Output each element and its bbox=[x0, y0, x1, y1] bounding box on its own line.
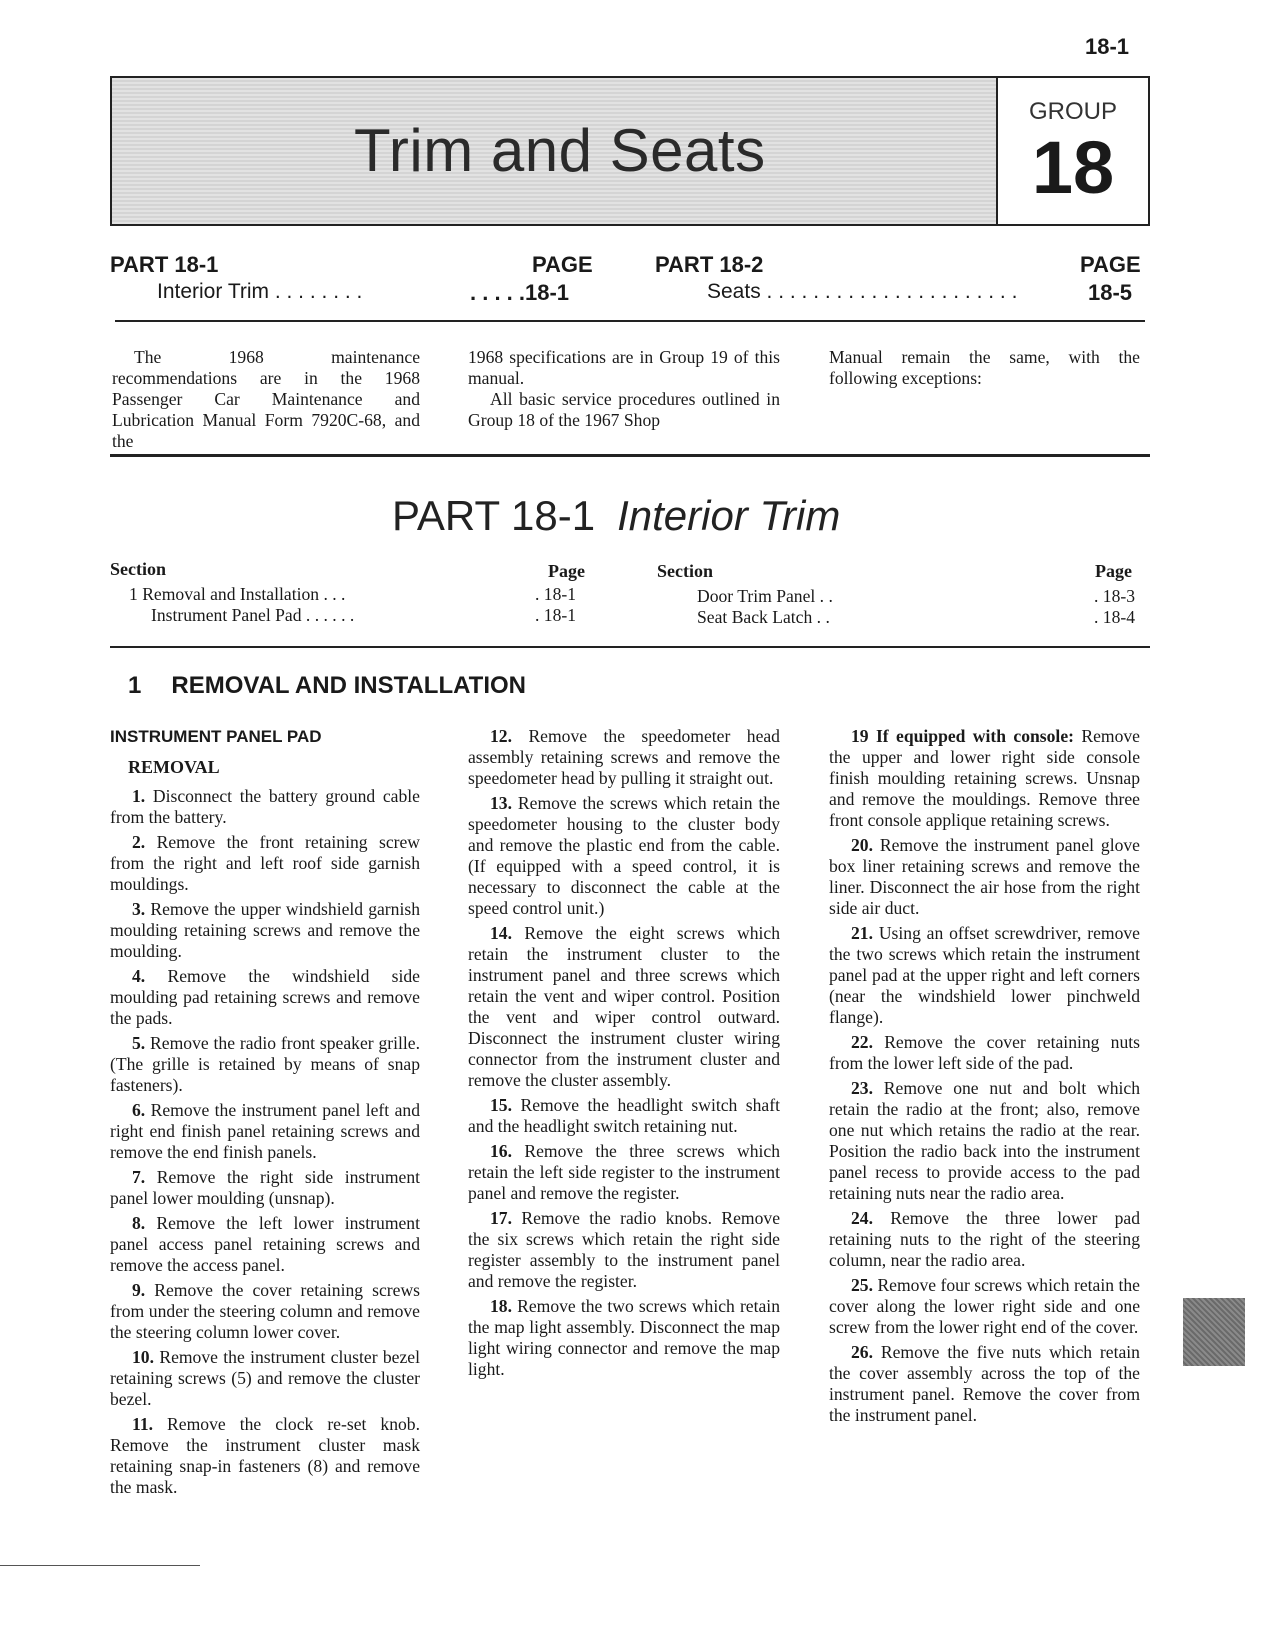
intro-paragraph: 1968 specifications are in Group 19 of this manual. bbox=[468, 347, 780, 388]
intro-paragraph: Manual remain the same, with the following exceptions: bbox=[829, 347, 1140, 388]
index-item-page: . 18-4 bbox=[1094, 607, 1136, 627]
thumb-index-tab bbox=[1183, 1298, 1245, 1366]
step-paragraph: 7. Remove the right side instrument panel lower moulding (unsnap). bbox=[110, 1167, 420, 1208]
step-paragraph: 9. Remove the cover retaining screws from under the steering column and remove the steering column lower cover. bbox=[110, 1280, 420, 1342]
toc-part-right: PART 18-2 bbox=[655, 252, 764, 277]
step-paragraph: 10. Remove the instrument cluster bezel retaining screws (5) and remove the cluster bezel. bbox=[110, 1347, 420, 1409]
intro-paragraph: All basic service procedures outlined in Group 18 of the 1967 Shop bbox=[468, 389, 780, 430]
step-paragraph: 13. Remove the screws which retain the speedometer housing to the cluster body and remove the plastic end from the cable. (If equipped with a speed control, it is necessary to disconnect the cable at the speed control unit.) bbox=[468, 793, 780, 918]
index-page-head-left: Page bbox=[548, 561, 585, 581]
intro-paragraph: The 1968 maintenance recommendations are in the 1968 Passenger Car Maintenance and Lubrication Manual Form 7920C-68, and the bbox=[112, 347, 420, 451]
part-heading bbox=[392, 492, 840, 540]
subsubsection-heading: REMOVAL bbox=[128, 757, 220, 777]
section-heading bbox=[128, 672, 526, 700]
index-section-head-left: Section bbox=[110, 559, 166, 579]
index-item: 1 Removal and Installation . . . bbox=[129, 584, 346, 604]
part-heading-prefix: PART 18-1 bbox=[392, 492, 596, 539]
step-paragraph: 18. Remove the two screws which retain the map light assembly. Disconnect the map light wiring connector and remove the map light. bbox=[468, 1296, 780, 1379]
part-heading-title: Interior Trim bbox=[617, 492, 841, 539]
step-paragraph: 23. Remove one nut and bolt which retain the radio at the front; also, remove one nut which retains the radio at the rear. Position the radio back into the instrument panel recess to provide access to the pad retaining nuts near the radio area. bbox=[829, 1078, 1141, 1203]
toc-item-right: Seats . . . . . . . . . . . . . . . . . . . . . . bbox=[707, 280, 1018, 303]
divider bbox=[110, 454, 1150, 457]
group-number: 18 bbox=[1031, 126, 1115, 209]
page-number: 18-1 bbox=[1085, 34, 1130, 59]
body-column-1 bbox=[110, 726, 420, 1502]
index-section-head-right: Section bbox=[657, 561, 713, 581]
step-paragraph: 1. Disconnect the battery ground cable from the battery. bbox=[110, 786, 420, 827]
group-title: Trim and Seats bbox=[354, 117, 766, 184]
step-paragraph: 8. Remove the left lower instrument panel access panel retaining screws and remove the access panel. bbox=[110, 1213, 420, 1275]
step-paragraph: 12. Remove the speedometer head assembly retaining screws and remove the speedometer head by pulling it straight out. bbox=[468, 726, 780, 788]
intro-col-2 bbox=[468, 347, 780, 431]
subsection-heading: INSTRUMENT PANEL PAD bbox=[110, 727, 322, 746]
step-paragraph: 24. Remove the three lower pad retaining nuts to the right of the steering column, near the radio area. bbox=[829, 1208, 1140, 1270]
group-banner bbox=[110, 76, 1150, 226]
divider bbox=[110, 646, 1150, 648]
toc-part-left: PART 18-1 bbox=[110, 252, 219, 277]
step-paragraph: 4. Remove the windshield side moulding pad retaining screws and remove the pads. bbox=[110, 966, 420, 1028]
toc-page-head-left: PAGE bbox=[532, 252, 593, 277]
group-box bbox=[996, 78, 1148, 224]
step-paragraph: 11. Remove the clock re-set knob. Remove the instrument cluster mask retaining snap-in fasteners (8) and remove the mask. bbox=[110, 1414, 420, 1497]
step-paragraph: 6. Remove the instrument panel left and right end finish panel retaining screws and remove the end finish panels. bbox=[110, 1100, 420, 1162]
toc-page-right: 18-5 bbox=[1088, 280, 1133, 305]
footer-rule bbox=[0, 1565, 200, 1566]
step-paragraph: 3. Remove the upper windshield garnish moulding retaining screws and remove the moulding. bbox=[110, 899, 420, 961]
body-column-2 bbox=[468, 726, 780, 1384]
toc-item-left: Interior Trim . . . . . . . . bbox=[157, 280, 363, 303]
toc-page-head-right: PAGE bbox=[1080, 252, 1141, 277]
step-paragraph: 2. Remove the front retaining screw from the right and left roof side garnish mouldings. bbox=[110, 832, 420, 894]
section-title: REMOVAL AND INSTALLATION bbox=[171, 672, 527, 699]
step-paragraph: 14. Remove the eight screws which retain the instrument cluster to the instrument panel and three screws which retain the vent and wiper control. Position the vent and wiper control outward. Disconnect the instrument cluster wiring connector from the instrument cluster and remove the cluster assembly. bbox=[468, 923, 780, 1090]
index-item: Instrument Panel Pad . . . . . . bbox=[151, 605, 355, 625]
step-paragraph: 22. Remove the cover retaining nuts from the lower left side of the pad. bbox=[829, 1032, 1140, 1073]
step-paragraph: 20. Remove the instrument panel glove box liner retaining screws and remove the liner. Disconnect the air hose from the right side air duct. bbox=[829, 835, 1140, 918]
toc-page-left: . . . . .18-1 bbox=[470, 280, 570, 305]
step-paragraph: 15. Remove the headlight switch shaft and the headlight switch retaining nut. bbox=[468, 1095, 780, 1136]
step-paragraph: 25. Remove four screws which retain the cover along the lower right side and one screw from the lower right end of the cover. bbox=[829, 1275, 1140, 1337]
intro-col-3 bbox=[829, 347, 1140, 389]
intro-col-1 bbox=[112, 347, 420, 452]
step-paragraph: 26. Remove the five nuts which retain the cover assembly across the top of the instrument panel. Remove the cover from the instrument panel. bbox=[829, 1342, 1140, 1425]
step-paragraph: 19 If equipped with console: Remove the upper and lower right side console finish moulding retaining screws. Unsnap and remove the mouldings. Remove three front console applique retaining screws. bbox=[829, 726, 1140, 830]
step-paragraph: 16. Remove the three screws which retain the left side register to the instrument panel and remove the register. bbox=[468, 1141, 780, 1203]
step-paragraph: 17. Remove the radio knobs. Remove the six screws which retain the right side register assembly to the instrument panel and remove the register. bbox=[468, 1208, 781, 1291]
group-label: GROUP bbox=[1028, 98, 1117, 125]
step-paragraph: 5. Remove the radio front speaker grille. (The grille is retained by means of snap fasteners). bbox=[110, 1033, 420, 1095]
step-paragraph: 21. Using an offset screwdriver, remove the two screws which retain the instrument panel pad at the upper right and left corners (near the windshield lower pinchweld flange). bbox=[829, 923, 1140, 1027]
index-item-page: . 18-1 bbox=[535, 605, 577, 625]
body-column-3 bbox=[829, 726, 1140, 1430]
index-item: Seat Back Latch . . bbox=[697, 607, 830, 627]
index-page-head-right: Page bbox=[1095, 561, 1132, 581]
index-item: Door Trim Panel . . bbox=[697, 586, 833, 606]
divider bbox=[115, 320, 1145, 322]
index-item-page: . 18-1 bbox=[535, 584, 577, 604]
index-item-page: . 18-3 bbox=[1094, 586, 1136, 606]
section-number: 1 bbox=[128, 672, 142, 699]
